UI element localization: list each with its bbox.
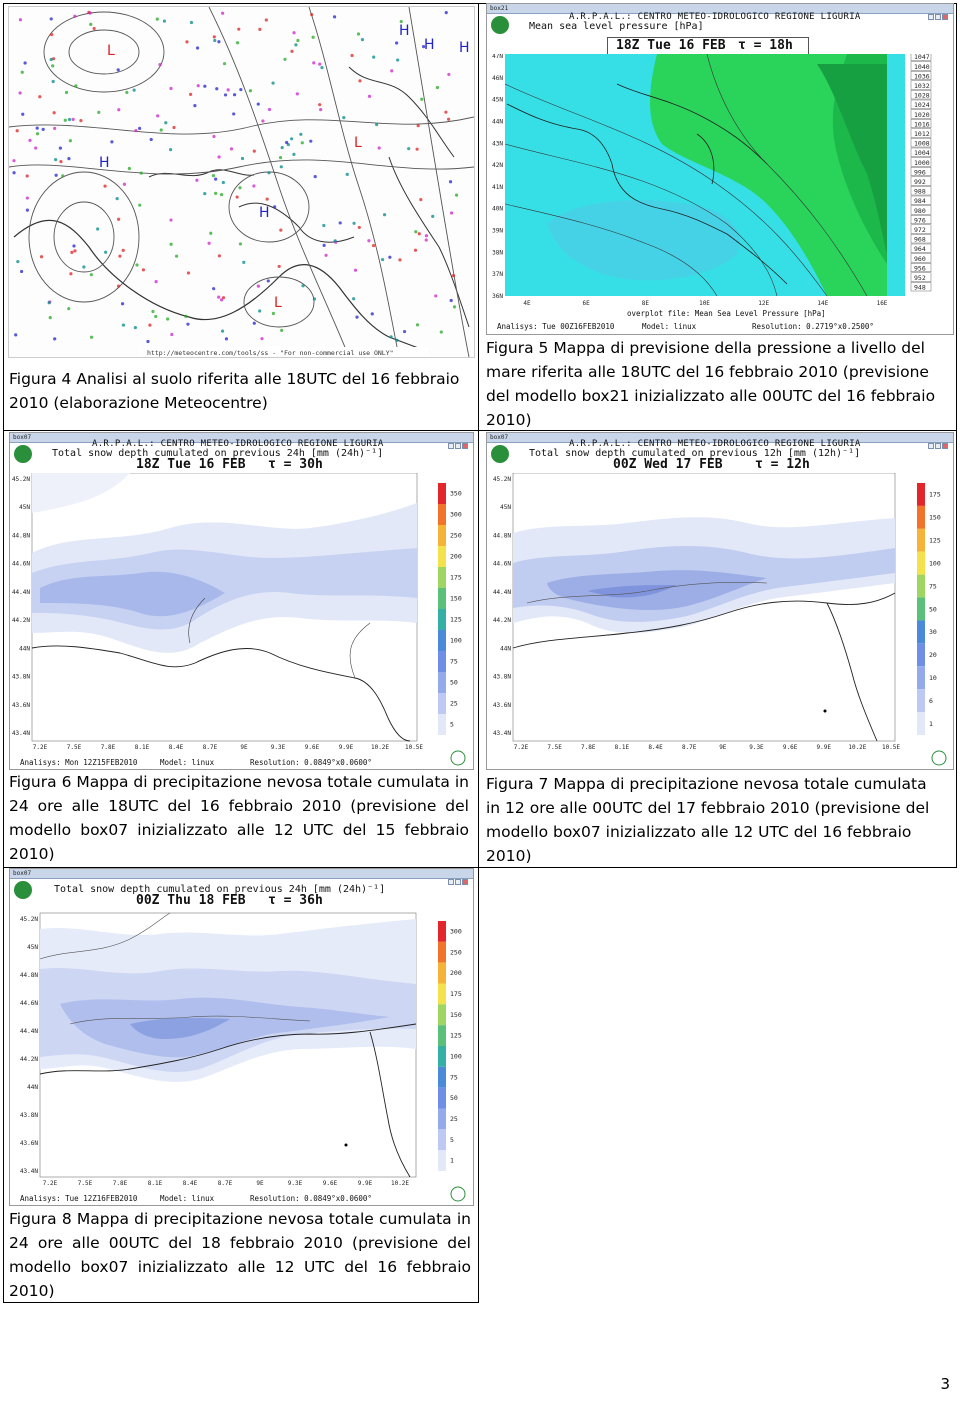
forecast-tau: τ = 36h (268, 893, 323, 908)
pressure-center-label: L (274, 295, 282, 311)
lon-tick-label: 9.9E (816, 744, 831, 751)
scale-label: 200 (450, 969, 462, 978)
maximize-icon (455, 443, 461, 449)
lat-tick-label: 44.2N (19, 1056, 38, 1063)
field-title: Total snow depth cumulated on previous 12h [mm (12h)⁻¹] (529, 448, 861, 459)
forecast-time: 18Z Tue 16 FEB (136, 457, 246, 472)
pressure-center-label: L (354, 135, 362, 151)
scale-swatch (438, 588, 446, 609)
scale-swatch (917, 643, 925, 666)
scale-label: 1040 (914, 62, 930, 71)
figure-7-caption: Figura 7 Mappa di precipitazione nevosa totale cumulata in 12 ore alle 00UTC del 17 febbraio 2010 (previsione del modello box07 inizializzato alle 12 UTC del 16 febbraio 2010) (486, 775, 930, 865)
scale-label: 250 (450, 531, 462, 540)
figure-7-snow-12h (486, 432, 954, 770)
scale-label: 1032 (914, 82, 930, 90)
table-border-middle (478, 3, 479, 1303)
figure-4-surface-analysis (8, 6, 475, 358)
figure-5-mslp-map (486, 3, 954, 335)
model-name: Model: linux (642, 322, 697, 331)
scale-label: 50 (450, 678, 458, 687)
scale-label: 960 (914, 254, 926, 263)
minimize-icon (928, 14, 934, 20)
scale-label: 100 (450, 636, 462, 645)
scale-swatch (917, 483, 925, 506)
lon-tick-label: 7.5E (547, 744, 562, 751)
scale-swatch (438, 693, 446, 714)
close-icon (462, 879, 468, 885)
island-marker (345, 1144, 348, 1147)
scale-label: 5 (450, 720, 454, 729)
lat-tick-label: 43.4N (11, 730, 30, 737)
resolution: Resolution: 0.0849°x0.0600° (250, 1194, 372, 1203)
scale-label: 1028 (914, 91, 930, 100)
scale-swatch (438, 504, 446, 525)
window-controls (447, 870, 471, 877)
scale-label: 1036 (914, 72, 930, 81)
lon-tick-label: 9.3E (749, 744, 764, 751)
scale-swatch (438, 483, 446, 504)
scale-swatch (917, 552, 925, 575)
lat-tick-label: 39N (492, 227, 503, 235)
scale-label: 1 (929, 719, 933, 728)
lon-tick-label: 9.6E (304, 744, 320, 751)
lon-tick-label: 10.2E (848, 744, 867, 751)
pressure-center-label: H (459, 40, 470, 56)
time-box (607, 37, 809, 55)
close-icon (462, 443, 468, 449)
lon-tick-label: 8.1E (134, 744, 150, 751)
lat-tick-label: 45N (500, 504, 511, 512)
scale-swatch (917, 506, 925, 529)
scale-swatch (917, 598, 925, 621)
arpal-logo (491, 445, 509, 463)
window-controls (927, 434, 951, 441)
figure-8-snow-24h (9, 868, 474, 1206)
scale-label: 300 (450, 927, 462, 936)
analysis-time: Analisys: Tue 00Z16FEB2010 (497, 322, 615, 331)
scale-label: 5 (450, 1135, 454, 1144)
lat-tick-label: 42N (492, 162, 503, 170)
lat-tick-label: 43.4N (492, 730, 511, 737)
lat-tick-label: 41N (492, 183, 503, 191)
scale-label: 175 (450, 573, 462, 582)
lat-tick-label: 43.6N (492, 701, 511, 709)
lat-tick-label: 43.8N (492, 673, 511, 681)
lon-tick-label: 8.1E (147, 1180, 163, 1187)
map-credit: http://meteocentre.com/tools/ss - "For non-commercial use ONLY" (147, 349, 394, 357)
lat-tick-label: 44.2N (492, 617, 511, 625)
lat-tick-label: 44.8N (492, 532, 511, 540)
scale-label: 25 (450, 1115, 458, 1123)
lat-tick-label: 44.2N (11, 617, 30, 625)
lat-tick-label: 40N (492, 205, 503, 213)
lat-tick-label: 37N (492, 271, 503, 279)
field-title: Mean sea level pressure [hPa] (529, 21, 704, 32)
pressure-center-label: H (399, 23, 410, 39)
model-name: Model: linux (160, 758, 215, 767)
lon-tick-label: 8.4E (168, 744, 184, 751)
pressure-center-label: H (424, 37, 435, 53)
org-title: A.R.P.A.L.: CENTRO METEO-IDROLOGICO REGIONE LIGURIA (569, 12, 861, 22)
lon-tick-label: 7.8E (112, 1180, 128, 1187)
lat-tick-label: 44.8N (19, 972, 38, 979)
lon-tick-label: 7.2E (42, 1180, 58, 1187)
scale-label: 150 (450, 1010, 462, 1019)
pressure-center-label: H (259, 205, 270, 221)
scale-swatch (438, 1025, 446, 1046)
scale-label: 964 (914, 245, 926, 254)
figure-4-caption: Figura 4 Analisi al suolo riferita alle 18UTC del 16 febbraio 2010 (elaborazione Meteocentre) (9, 370, 460, 412)
scale-label: 150 (929, 513, 941, 522)
resolution: Resolution: 0.0849°x0.0600° (250, 758, 372, 767)
lon-tick-label: 7.2E (513, 744, 529, 751)
window-controls (447, 434, 471, 441)
scale-swatch (438, 1088, 446, 1109)
scale-label: 125 (929, 536, 941, 545)
scale-label: 992 (914, 178, 926, 186)
scale-label: 1047 (914, 54, 930, 62)
scale-label: 175 (450, 990, 462, 998)
pressure-center-label: H (99, 155, 110, 171)
minimize-icon (448, 879, 454, 885)
window-title: box07 (490, 434, 509, 441)
scale-label: 75 (450, 657, 458, 666)
scale-label: 1016 (914, 120, 930, 129)
lon-tick-label: 10E (699, 300, 710, 307)
figure-8-caption: Figura 8 Mappa di precipitazione nevosa totale cumulata in 24 ore alle 00UTC del 18 febbraio 2010 (previsione del modello box07 inizializzato alle 12 UTC del 16 febbraio 2010) (9, 1210, 471, 1300)
page-number: 3 (940, 1375, 950, 1393)
forecast-tau: τ = 30h (268, 457, 323, 472)
scale-swatch (917, 620, 925, 643)
lon-tick-label: 4E (523, 300, 531, 307)
lon-tick-label: 14E (817, 300, 829, 307)
scale-label: 972 (914, 226, 926, 234)
lon-tick-label: 8.4E (648, 744, 663, 751)
lat-tick-label: 44N (27, 1084, 38, 1091)
scale-label: 980 (914, 206, 926, 215)
lat-tick-label: 43.8N (11, 673, 30, 681)
lat-tick-label: 44N (19, 645, 30, 653)
forecast-tau: τ = 18h (738, 38, 793, 53)
scale-swatch (438, 609, 446, 630)
arpal-logo (14, 445, 32, 463)
org-title: A.R.P.A.L.: CENTRO METEO-IDROLOGICO REGIONE LIGURIA (569, 439, 861, 449)
lon-tick-label: 9E (256, 1180, 264, 1187)
scale-label: 1000 (914, 158, 930, 167)
arpal-logo (14, 881, 32, 899)
scale-swatch (917, 575, 925, 598)
scale-swatch (438, 546, 446, 567)
scale-label: 956 (914, 264, 926, 273)
lon-tick-label: 9.6E (782, 744, 798, 751)
lon-tick-label: 7.2E (32, 744, 48, 751)
scale-label: 1020 (914, 110, 930, 119)
scale-label: 300 (450, 510, 462, 519)
lon-tick-label: 8.1E (614, 744, 630, 751)
scale-swatch (438, 942, 446, 963)
scale-label: 125 (450, 615, 462, 624)
lon-tick-label: 10.2E (390, 1180, 410, 1187)
forecast-time: 00Z Wed 17 FEB (613, 457, 723, 472)
lat-tick-label: 45.2N (11, 476, 30, 483)
lat-tick-label: 44.6N (11, 560, 30, 568)
lat-tick-label: 36N (492, 293, 503, 300)
scale-label: 1012 (914, 130, 930, 138)
maximize-icon (935, 14, 941, 20)
close-icon (942, 14, 948, 20)
scale-swatch (917, 712, 925, 735)
forecast-time: 18Z Tue 16 FEB (616, 38, 726, 53)
window-controls (927, 5, 951, 12)
lon-tick-label: 9.9E (357, 1180, 373, 1187)
island-marker (824, 710, 827, 713)
lat-tick-label: 45N (19, 504, 30, 512)
lon-tick-label: 7.8E (100, 744, 116, 751)
lat-tick-label: 43.4N (19, 1168, 38, 1175)
lon-tick-label: 10.5E (404, 744, 424, 751)
resolution: Resolution: 0.2719°x0.2500° (752, 322, 874, 331)
arpal-seal-icon (451, 1187, 465, 1201)
maximize-icon (455, 879, 461, 885)
scale-label: 100 (929, 559, 941, 568)
scale-label: 100 (450, 1052, 462, 1061)
lon-tick-label: 9.3E (270, 744, 286, 751)
maximize-icon (935, 443, 941, 449)
lon-tick-label: 8.7E (217, 1180, 233, 1187)
scale-swatch (438, 984, 446, 1005)
lat-tick-label: 44.4N (19, 1028, 38, 1035)
lat-tick-label: 47N (492, 54, 503, 60)
scale-label: 1024 (914, 101, 930, 110)
scale-label: 150 (450, 594, 462, 603)
scale-swatch (438, 1046, 446, 1067)
scale-label: 20 (929, 651, 937, 660)
scale-label: 976 (914, 216, 926, 225)
analysis-time: Analisys: Mon 12Z15FEB2010 (20, 758, 138, 767)
scale-label: 30 (929, 628, 937, 637)
scale-swatch (438, 921, 446, 942)
scale-swatch (438, 1109, 446, 1130)
scale-label: 996 (914, 168, 926, 177)
lon-tick-label: 9.6E (322, 1180, 338, 1187)
lat-tick-label: 46N (492, 74, 503, 82)
lat-tick-label: 44N (492, 118, 503, 126)
lat-tick-label: 43.6N (11, 701, 30, 709)
lon-tick-label: 8.7E (202, 744, 218, 751)
scale-label: 6 (929, 696, 933, 705)
scale-label: 75 (929, 582, 937, 591)
analysis-time: Analisys: Tue 12Z16FEB2010 (20, 1194, 138, 1203)
lon-tick-label: 9E (240, 744, 248, 751)
figure-5-caption: Figura 5 Mappa di previsione della pressione a livello del mare riferita alle 18UTC del 16 febbraio 2010 (previsione del modello box21 inizializzato alle 00UTC del 16 febbraio 2010) (486, 339, 936, 429)
lon-tick-label: 8.4E (182, 1180, 198, 1187)
scale-label: 25 (450, 699, 458, 708)
scale-label: 1004 (914, 149, 930, 158)
field-title: Total snow depth cumulated on previous 24h [mm (24h)⁻¹] (54, 884, 386, 895)
lat-tick-label: 44.8N (11, 532, 30, 540)
lon-tick-label: 7.8E (581, 744, 596, 751)
model-name: Model: linux (160, 1194, 215, 1203)
window-title: box21 (490, 5, 509, 12)
scale-swatch (438, 567, 446, 588)
lat-tick-label: 43N (492, 140, 503, 148)
scale-label: 968 (914, 235, 926, 244)
lat-tick-label: 38N (492, 249, 503, 257)
scale-swatch (438, 1129, 446, 1150)
scale-swatch (438, 672, 446, 693)
scale-swatch (438, 525, 446, 546)
scale-label: 175 (929, 490, 941, 499)
arpal-logo (491, 16, 509, 34)
pressure-center-label: L (107, 43, 115, 59)
scale-swatch (438, 651, 446, 672)
lat-tick-label: 45N (492, 96, 503, 104)
lat-tick-label: 45N (27, 944, 38, 951)
arpal-seal-icon (932, 751, 946, 765)
minimize-icon (448, 443, 454, 449)
scale-label: 250 (450, 948, 462, 957)
lon-tick-label: 8E (641, 300, 649, 307)
scale-swatch (438, 630, 446, 651)
lat-tick-label: 44.4N (492, 588, 511, 596)
scale-label: 50 (929, 605, 937, 614)
lon-tick-label: 9E (719, 744, 727, 751)
scale-swatch (438, 714, 446, 735)
window-titlebar (10, 869, 473, 879)
lat-tick-label: 45.2N (492, 476, 511, 483)
forecast-time: 00Z Thu 18 FEB (136, 893, 246, 908)
lon-tick-label: 9.9E (338, 744, 354, 751)
scale-label: 952 (914, 274, 926, 282)
window-title: box07 (13, 434, 32, 441)
lat-tick-label: 43.8N (19, 1112, 38, 1119)
scale-label: 1008 (914, 139, 930, 148)
lon-tick-label: 6E (582, 300, 590, 307)
scale-label: 125 (450, 1031, 462, 1040)
scale-label: 984 (914, 197, 926, 206)
lat-tick-label: 44.6N (19, 1000, 38, 1007)
minimize-icon (928, 443, 934, 449)
org-title: A.R.P.A.L.: CENTRO METEO-IDROLOGICO REGIONE LIGURIA (92, 439, 384, 449)
lon-tick-label: 7.5E (77, 1180, 93, 1187)
scale-swatch (438, 1150, 446, 1171)
table-border-right (956, 3, 957, 868)
overplot-label: overplot file: Mean Sea Level Pressure [hPa] (627, 309, 826, 318)
lat-tick-label: 45.2N (19, 916, 38, 923)
lon-tick-label: 9.3E (287, 1180, 303, 1187)
lat-tick-label: 44.6N (492, 560, 511, 568)
window-title: box07 (13, 870, 32, 877)
lon-tick-label: 8.7E (681, 744, 697, 751)
scale-swatch (438, 963, 446, 984)
field-title: Total snow depth cumulated on previous 24h [mm (24h)⁻¹] (52, 448, 384, 459)
scale-label: 350 (450, 489, 462, 498)
figure-6-snow-24h (9, 432, 474, 770)
close-icon (942, 443, 948, 449)
forecast-tau: τ = 12h (755, 457, 810, 472)
scale-swatch (917, 529, 925, 552)
scale-swatch (917, 689, 925, 712)
lon-tick-label: 10.2E (370, 744, 390, 751)
lon-tick-label: 10.5E (881, 744, 901, 751)
lat-tick-label: 44.4N (11, 588, 30, 596)
scale-swatch (438, 1067, 446, 1088)
arpal-seal-icon (451, 751, 465, 765)
scale-label: 1 (450, 1156, 454, 1165)
lon-tick-label: 12E (758, 300, 770, 307)
scale-label: 948 (914, 283, 926, 292)
lat-tick-label: 44N (500, 645, 511, 653)
lat-tick-label: 43.6N (19, 1140, 38, 1147)
scale-label: 988 (914, 187, 926, 196)
scale-label: 50 (450, 1094, 458, 1103)
table-border-left (3, 3, 4, 1303)
lon-tick-label: 7.5E (66, 744, 82, 751)
scale-swatch (917, 666, 925, 689)
scale-label: 200 (450, 552, 462, 561)
scale-label: 10 (929, 674, 937, 683)
scale-label: 75 (450, 1073, 458, 1082)
figure-6-caption: Figura 6 Mappa di precipitazione nevosa totale cumulata in 24 ore alle 18UTC del 16 febbraio 2010 (previsione del modello box07 inizializzato alle 12 UTC del 15 febbraio 2010) (9, 773, 469, 863)
scale-swatch (438, 1004, 446, 1025)
lon-tick-label: 16E (876, 300, 888, 307)
